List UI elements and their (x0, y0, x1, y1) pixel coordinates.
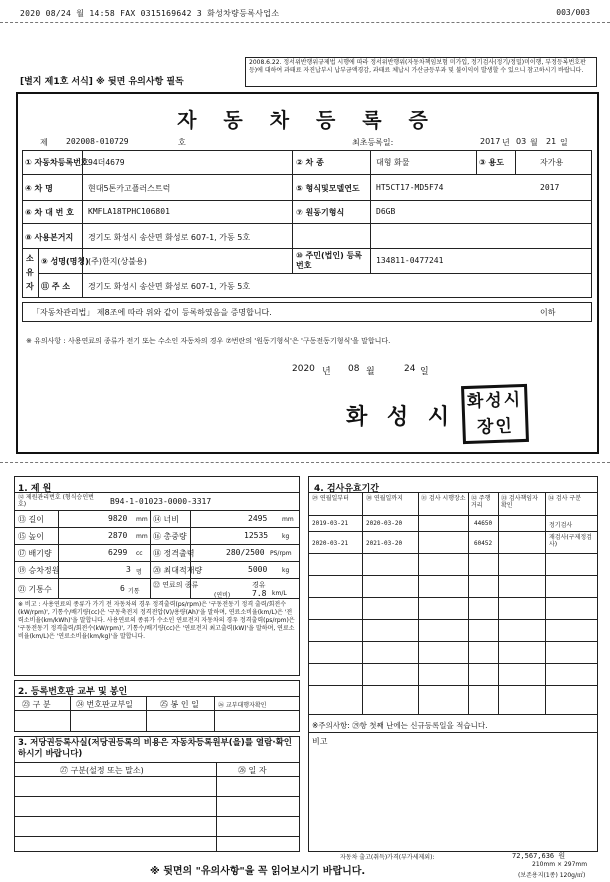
plate-col-3: ㉕ 봉 인 일 (160, 700, 199, 709)
vehicle-use: 자가용 (540, 158, 564, 167)
owner-side-label: 소유자 (26, 254, 34, 291)
insp-row-2-kind: 재검사(구제정검사) (549, 534, 592, 548)
notice-box: 2008.6.22. 정서위반행위규제법 시행에 따라 정서위반행위(자동차책임보험 미가입, 정기검사(정기/정밀)미이행, 부정등록번호판 등)에 대하여 과태료 자진납부시 납부금액경감, 과태료 체납시 가산금등부과 및 불이익이 발생할 수 있으니 참고하시기 바랍니다. (245, 57, 597, 87)
insp-col-2: ㉚ 연월일까지 (366, 495, 403, 502)
first-reg-day: 21 (546, 137, 557, 146)
plate-col-4: ㉖ 교부대행자확인 (218, 702, 267, 709)
insp-row-1-kind: 정기검사 (549, 522, 573, 529)
height-label: ⑮ 높이 (18, 532, 44, 541)
load-value: 5000 (248, 565, 268, 574)
specs-note: ※ 비고 : 사용연료의 종류가 가기 전 자동차의 경우 정격출력(ps/rpm)은 '구동전동기 정격 출력/회전수(kW/rpm)', 기통수/배기량(cc)은 '구동축전지 정격전압(V)/용량(Ah)'을 말하며, 연료소비율(km/L)은 '전력소비율(km/kWh)'을 말합니다. 사용연료의 종류가 수소인 연료전지 자동차의 경우 정격출력(ps/rpm)은 '구동전동기 정격출력/회전수(kW/rpm)', 기통수/배기량(cc)은 '연료전지 최고출력(kW)'을 말하며, 연료소비율(km/L)은 '연료소비율(km/kg)'을 말합니다. (18, 601, 295, 640)
insp-caution: ※주의사항: ㉙항 첫째 난에는 신규등록일을 적습니다. (312, 721, 488, 730)
length-unit: mm (136, 516, 148, 523)
plate-header: 2. 등록번호판 교부 및 봉인 (18, 687, 128, 697)
insp-row-2-from: 2020-03-21 (312, 540, 349, 547)
plate-col-2: ㉔ 번호판교부일 (76, 700, 133, 709)
model-label: ④ 차 명 (25, 184, 53, 193)
fax-page-number: 003/003 (556, 8, 590, 17)
engine-type: D6GB (376, 207, 396, 216)
certificate-number: 202008-010729 (66, 137, 129, 146)
owner-address: 경기도 화성시 송산면 화성로 607-1, 가동 5호 (88, 282, 251, 291)
width-unit: mm (282, 516, 294, 523)
plate-col-1: ㉓ 구 분 (22, 700, 51, 709)
lien-col-1: ㉗ 구분(설정 또는 말소) (60, 766, 144, 775)
type-label: ② 차 종 (296, 158, 324, 167)
certify-side: 이하 (540, 308, 556, 317)
issue-month: 08 (348, 364, 360, 374)
certificate-title: 자 동 차 등 록 증 (177, 108, 438, 132)
first-reg-label: 최초등록일: (352, 138, 394, 147)
insp-row-2-km: 60452 (474, 540, 493, 547)
width-value: 2495 (248, 514, 268, 523)
power-label: ⑱ 정격출력 (153, 549, 195, 558)
inspection-table (308, 476, 598, 852)
eff-label: (연비) (214, 592, 231, 599)
cyl-label: ㉑ 기통수 (18, 585, 52, 594)
engine-label: ⑦ 원동기형식 (296, 208, 345, 217)
fuel-label: ㉒ 연료의 종류 (153, 581, 199, 589)
power-unit: PS/rpm (270, 550, 292, 557)
power-value: 280/2500 (226, 548, 265, 557)
vin: KMFLA18TPHC106801 (88, 207, 170, 216)
width-label: ⑭ 너비 (153, 515, 179, 524)
insp-col-4: ㉜ 주행 거리 (471, 495, 491, 509)
fax-header: 2020 08/24 월 14:58 FAX 0315169642 3 화성차량등록사업소 (20, 9, 280, 18)
use-label: ③ 용도 (479, 158, 505, 167)
issue-d: 일 (420, 367, 429, 377)
fuel-value: 경유 (252, 581, 266, 589)
price-label: 자동차 출고(취득)가격(부가세제외): (340, 854, 435, 861)
first-reg-month: 03 (516, 137, 527, 146)
gross-unit: kg (282, 533, 290, 540)
insp-col-3: ㉛ 검사 시행장소 (421, 495, 466, 502)
form-code: HT5CT17-MD5F74 (376, 183, 444, 192)
cyl-unit: 기통 (128, 588, 140, 595)
no-label: 제 (40, 138, 48, 147)
vin-label: ⑥ 차 대 번 호 (25, 208, 74, 217)
first-reg-y: 년 (502, 138, 510, 147)
footer-note: ※ 뒷면의 "유의사항"을 꼭 읽어보시기 바랍니다. (150, 866, 366, 877)
insp-col-1: ㉙ 연월일부터 (312, 495, 349, 502)
height-value: 2870 (108, 531, 128, 540)
height-unit: mm (136, 533, 148, 540)
paper-type: (보존용지(1종) 120g/㎡) (518, 872, 586, 879)
first-reg-m: 월 (530, 138, 538, 147)
header-divider (0, 22, 610, 23)
issue-year: 2020 (292, 364, 315, 374)
length-label: ⑬ 길이 (18, 515, 44, 524)
base-label: ⑧ 사용본거지 (25, 233, 74, 242)
id-label: ⑩ 주민(법인) 등록번호 (296, 251, 363, 270)
gross-value: 12535 (244, 531, 269, 540)
insp-row-1-from: 2019-03-21 (312, 520, 349, 527)
eff-unit: km/L (272, 590, 287, 597)
certify-text: 「자동차관리법」 제8조에 따라 위와 같이 등록하였음을 증명합니다. (32, 308, 272, 317)
official-seal (461, 384, 529, 444)
vehicle-type: 대형 화물 (376, 158, 410, 167)
owner-id: 134811-0477241 (376, 256, 444, 265)
disp-unit: cc (136, 550, 143, 557)
load-unit: kg (282, 567, 290, 574)
paper-size: 210mm × 297mm (532, 861, 588, 868)
reg-no-label: ① 자동차등록번호 (25, 158, 89, 167)
disp-value: 6299 (108, 548, 128, 557)
issue-day: 24 (404, 364, 416, 374)
form-label: [별지 제1호 서식] ※ 뒷면 유의사항 필독 (20, 77, 184, 87)
fields-table (22, 150, 592, 298)
model-year: 2017 (540, 183, 560, 192)
name-label: ⑨ 성명(명칭) (41, 257, 89, 266)
specs-header: 1. 제 원 (18, 484, 52, 494)
no-suffix: 호 (178, 138, 186, 147)
form-year-label: ⑤ 형식및모델연도 (296, 184, 360, 193)
model-name: 현대5톤카고플러스트럭 (88, 184, 171, 193)
price-value: 72,567,636 원 (512, 852, 566, 860)
spec-no-label: ⑫ 제원관리번호 (형식승인번호) (18, 494, 94, 508)
seats-value: 3 (126, 565, 131, 574)
mid-divider (0, 462, 610, 463)
base-address: 경기도 화성시 송산면 화성로 607-1, 가동 5호 (88, 233, 251, 242)
insp-memo: 비고 (312, 737, 328, 746)
lien-header: 3. 저당권등록사실(저당권등록의 비용은 자동차등록원부(을)를 열람·확인하시기 바랍니다) (18, 738, 292, 759)
cyl-value: 6 (120, 584, 125, 593)
spec-no: B94-1-01023-0000-3317 (110, 497, 212, 506)
insp-col-5: ㉝ 검사책임자 확인 (501, 495, 538, 509)
lien-col-2: ㉘ 일 자 (238, 766, 267, 775)
seal-line-2: 장인 (476, 416, 515, 438)
issuer-name: 화 성 시 (346, 404, 456, 430)
issue-y: 년 (322, 367, 331, 377)
first-reg-d: 일 (560, 138, 568, 147)
insp-col-6: ㉞ 검사 구분 (548, 495, 581, 502)
issue-m: 월 (366, 367, 375, 377)
certify-caution: ※ 유의사항 : 사용연료의 종류가 전기 또는 수소인 자동차의 경우 ⑦번란의 '원동기형식'은 '구동전동기형식'을 말합니다. (26, 337, 391, 345)
first-reg-year: 2017 (480, 137, 501, 146)
inspection-header: 4. 검사유효기간 (314, 484, 379, 494)
eff-value: 7.8 (252, 589, 267, 598)
addr-label: ⑪ 주 소 (41, 282, 71, 291)
owner-name: (주)한지(상불용) (88, 257, 147, 266)
seats-unit: 명 (136, 569, 142, 576)
insp-row-2-to: 2021-03-20 (366, 540, 403, 547)
seal-line-1: 화성시 (466, 390, 523, 412)
reg-no: 94더4679 (88, 158, 125, 167)
insp-row-1-to: 2020-03-20 (366, 520, 403, 527)
disp-label: ⑰ 배기량 (18, 549, 52, 558)
gross-label: ⑯ 총중량 (153, 532, 187, 541)
seats-label: ⑲ 승차정원 (18, 566, 60, 575)
length-value: 9820 (108, 514, 128, 523)
load-label: ⑳ 최대적재량 (153, 566, 203, 575)
insp-row-1-km: 44650 (474, 520, 493, 527)
